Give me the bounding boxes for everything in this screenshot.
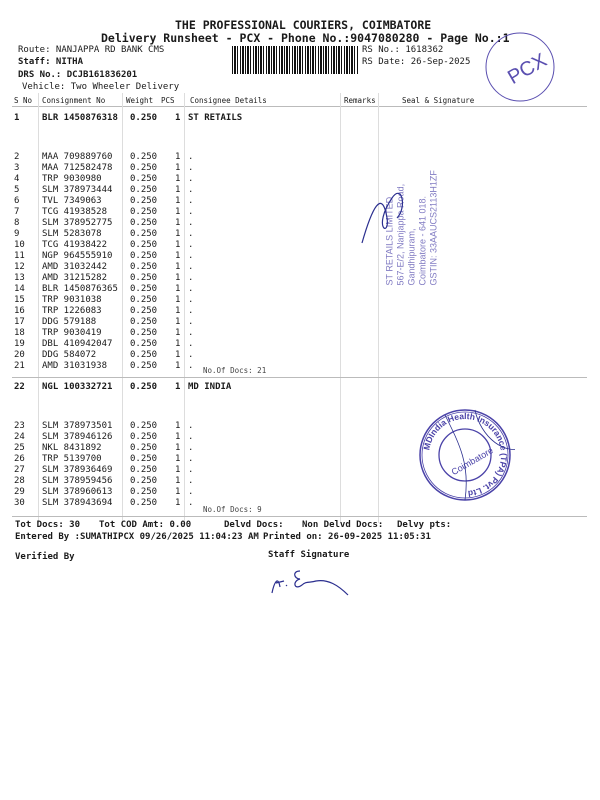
cell-consignment-no: TVL 7349063 — [42, 196, 102, 206]
cell-consignee: MD INDIA — [188, 382, 232, 392]
cell-consignee: . — [188, 339, 194, 349]
cell-consignment-no: TRP 5139700 — [42, 454, 102, 464]
cell-weight: 0.250 — [130, 487, 158, 497]
cell-consignee: . — [188, 262, 194, 272]
cell-weight: 0.250 — [130, 284, 158, 294]
cell-consignee: . — [188, 350, 194, 360]
cell-pcs: 1 — [175, 251, 181, 261]
cell-consignee: ST RETAILS — [188, 113, 243, 123]
cell-sno: 25 — [14, 443, 25, 453]
cell-pcs: 1 — [175, 174, 181, 184]
cell-pcs: 1 — [175, 240, 181, 250]
cell-sno: 27 — [14, 465, 25, 475]
tot-cod-amt: Tot COD Amt: 0.00 — [99, 520, 192, 530]
col-consignment: Consignment No — [42, 96, 106, 105]
cell-pcs: 1 — [175, 487, 181, 497]
cell-consignment-no: DDG 579188 — [42, 317, 97, 327]
cell-weight: 0.250 — [130, 174, 158, 184]
cell-consignment-no: SLM 378952775 — [42, 218, 113, 228]
cell-weight: 0.250 — [130, 262, 158, 272]
delvy-pts: Delvy pts: — [397, 520, 452, 530]
col-divider — [184, 93, 185, 523]
cell-consignee: . — [188, 174, 194, 184]
cell-consignment-no: NKL 8431892 — [42, 443, 102, 453]
delvd-docs: Delvd Docs: — [224, 520, 284, 530]
cell-sno: 1 — [14, 113, 20, 123]
cell-weight: 0.250 — [130, 163, 158, 173]
stamp-line: 567-E/2, Nanjappa Road, — [395, 183, 406, 286]
cell-consignee: . — [188, 196, 194, 206]
cell-pcs: 1 — [175, 295, 181, 305]
cell-consignee: . — [188, 273, 194, 283]
svg-text:MDIndia Health Insurance (TPA): MDIndia Health Insurance (TPA) Pvt. Ltd — [421, 410, 510, 499]
cell-sno: 7 — [14, 207, 20, 217]
cell-pcs: 1 — [175, 339, 181, 349]
cell-weight: 0.250 — [130, 361, 158, 371]
col-weight: Weight — [126, 96, 154, 105]
cell-consignment-no: MAA 712582478 — [42, 163, 113, 173]
drs-number: DRS No.: DCJB161836201 — [18, 70, 138, 80]
cell-consignment-no: SLM 378943694 — [42, 498, 113, 508]
printed-on: Printed on: 26-09-2025 11:05:31 — [263, 532, 431, 542]
col-divider — [38, 93, 39, 523]
cell-consignee: . — [188, 295, 194, 305]
company-name: THE PROFESSIONAL COURIERS, COIMBATORE — [175, 18, 432, 32]
cell-pcs: 1 — [175, 218, 181, 228]
cell-consignment-no: TRP 9030980 — [42, 174, 102, 184]
cell-consignment-no: SLM 378936469 — [42, 465, 113, 475]
cell-consignment-no: SLM 378959456 — [42, 476, 113, 486]
cell-sno: 17 — [14, 317, 25, 327]
cell-consignment-no: TCG 41938422 — [42, 240, 108, 250]
cell-weight: 0.250 — [130, 152, 158, 162]
st-retails-stamp — [352, 128, 472, 286]
cell-sno: 10 — [14, 240, 25, 250]
cell-sno: 9 — [14, 229, 20, 239]
cell-pcs: 1 — [175, 454, 181, 464]
cell-weight: 0.250 — [130, 207, 158, 217]
cell-weight: 0.250 — [130, 196, 158, 206]
col-sno: S No — [14, 96, 33, 105]
cell-sno: 15 — [14, 295, 25, 305]
cell-weight: 0.250 — [130, 421, 158, 431]
cell-weight: 0.250 — [130, 443, 158, 453]
cell-sno: 4 — [14, 174, 20, 184]
cell-sno: 3 — [14, 163, 20, 173]
cell-consignee: . — [188, 163, 194, 173]
cell-consignee: . — [188, 207, 194, 217]
cell-consignee: . — [188, 361, 194, 371]
cell-consignment-no: AMD 31215282 — [42, 273, 108, 283]
st-retails-signature — [352, 168, 412, 248]
cell-consignee: . — [188, 218, 194, 228]
cell-sno: 18 — [14, 328, 25, 338]
cell-consignment-no: MAA 709889760 — [42, 152, 113, 162]
cell-consignment-no: DDG 584072 — [42, 350, 97, 360]
cell-pcs: 1 — [175, 306, 181, 316]
barcode — [232, 46, 358, 74]
cell-consignee: . — [188, 454, 194, 464]
cell-sno: 16 — [14, 306, 25, 316]
cell-sno: 14 — [14, 284, 25, 294]
cell-sno: 2 — [14, 152, 20, 162]
cell-consignment-no: SLM 378973444 — [42, 185, 113, 195]
cell-sno: 11 — [14, 251, 25, 261]
cell-weight: 0.250 — [130, 240, 158, 250]
cell-consignee: . — [188, 284, 194, 294]
cell-weight: 0.250 — [130, 229, 158, 239]
cell-consignee: . — [188, 443, 194, 453]
svg-text:PCX: PCX — [504, 49, 551, 89]
svg-text:Coimbatore: Coimbatore — [449, 445, 495, 478]
cell-sno: 22 — [14, 382, 25, 392]
cell-sno: 24 — [14, 432, 25, 442]
cell-pcs: 1 — [175, 163, 181, 173]
cell-consignee: . — [188, 229, 194, 239]
cell-pcs: 1 — [175, 273, 181, 283]
cell-consignee: . — [188, 317, 194, 327]
cell-sno: 28 — [14, 476, 25, 486]
vehicle: Vehicle: Two Wheeler Delivery — [22, 82, 180, 92]
cell-pcs: 1 — [175, 432, 181, 442]
cell-consignment-no: AMD 31031938 — [42, 361, 108, 371]
verified-by: Verified By — [15, 552, 75, 562]
cell-pcs: 1 — [175, 284, 181, 294]
cell-consignee: . — [188, 251, 194, 261]
cell-sno: 6 — [14, 196, 20, 206]
cell-weight: 0.250 — [130, 295, 158, 305]
cell-sno: 30 — [14, 498, 25, 508]
cell-weight: 0.250 — [130, 251, 158, 261]
cell-consignment-no: TRP 1226083 — [42, 306, 102, 316]
cell-consignee: . — [188, 328, 194, 338]
cell-weight: 0.250 — [130, 432, 158, 442]
cell-sno: 8 — [14, 218, 20, 228]
cell-consignment-no: NGP 964555910 — [42, 251, 113, 261]
stamp-line: Gandhipuram, — [406, 228, 417, 286]
cell-weight: 0.250 — [130, 465, 158, 475]
pcx-stamp — [478, 30, 558, 102]
route: Route: NANJAPPA RD BANK CMS — [18, 45, 165, 55]
cell-weight: 0.250 — [130, 476, 158, 486]
cell-weight: 0.250 — [130, 185, 158, 195]
cell-consignment-no: BLR 1450876365 — [42, 284, 118, 294]
cell-consignment-no: TRP 9031038 — [42, 295, 102, 305]
cell-sno: 12 — [14, 262, 25, 272]
cell-weight: 0.250 — [130, 218, 158, 228]
entered-by: Entered By :SUMATHIPCX 09/26/2025 11:04:23 AM — [15, 532, 259, 542]
rs-date: RS Date: 26-Sep-2025 — [362, 57, 471, 67]
cell-pcs: 1 — [175, 476, 181, 486]
cell-pcs: 1 — [175, 382, 181, 392]
cell-consignment-no: SLM 378960613 — [42, 487, 113, 497]
cell-pcs: 1 — [175, 328, 181, 338]
cell-weight: 0.250 — [130, 382, 158, 392]
cell-pcs: 1 — [175, 361, 181, 371]
cell-consignee: . — [188, 185, 194, 195]
cell-consignment-no: AMD 31032442 — [42, 262, 108, 272]
rs-number: RS No.: 1618362 — [362, 45, 444, 55]
cell-sno: 19 — [14, 339, 25, 349]
cell-weight: 0.250 — [130, 273, 158, 283]
stamp-line: GSTIN: 33AAUCS2113H1ZF — [428, 170, 439, 286]
col-divider — [122, 93, 123, 523]
docs-count: No.Of Docs: 9 — [203, 505, 262, 514]
mdindia-stamp — [415, 405, 515, 505]
cell-consignee: . — [188, 487, 194, 497]
cell-pcs: 1 — [175, 350, 181, 360]
cell-consignee: . — [188, 152, 194, 162]
cell-consignee: . — [188, 240, 194, 250]
cell-consignment-no: NGL 100332721 — [42, 382, 113, 392]
group-divider — [12, 516, 587, 517]
cell-sno: 23 — [14, 421, 25, 431]
col-seal: Seal & Signature — [402, 96, 475, 105]
cell-pcs: 1 — [175, 498, 181, 508]
cell-consignee: . — [188, 432, 194, 442]
cell-pcs: 1 — [175, 443, 181, 453]
runsheet-title: Delivery Runsheet - PCX - Phone No.:9047080280 - Page No.:1 — [101, 31, 510, 45]
cell-sno: 21 — [14, 361, 25, 371]
cell-sno: 5 — [14, 185, 20, 195]
cell-consignment-no: DBL 410942047 — [42, 339, 113, 349]
cell-pcs: 1 — [175, 229, 181, 239]
cell-sno: 29 — [14, 487, 25, 497]
staff-signature — [268, 565, 358, 600]
cell-weight: 0.250 — [130, 350, 158, 360]
cell-pcs: 1 — [175, 317, 181, 327]
cell-pcs: 1 — [175, 113, 181, 123]
cell-consignment-no: TCG 41938528 — [42, 207, 108, 217]
header-divider — [12, 106, 587, 107]
stamp-line: ST RETAILS LIMITED — [384, 196, 395, 286]
cell-weight: 0.250 — [130, 339, 158, 349]
cell-consignment-no: SLM 5283078 — [42, 229, 102, 239]
tot-docs: Tot Docs: 30 — [15, 520, 81, 530]
cell-weight: 0.250 — [130, 328, 158, 338]
cell-pcs: 1 — [175, 207, 181, 217]
col-pcs: PCS — [161, 96, 175, 105]
cell-pcs: 1 — [175, 421, 181, 431]
cell-pcs: 1 — [175, 196, 181, 206]
cell-weight: 0.250 — [130, 113, 158, 123]
cell-consignee: . — [188, 421, 194, 431]
cell-weight: 0.250 — [130, 306, 158, 316]
cell-consignee: . — [188, 476, 194, 486]
non-delvd-docs: Non Delvd Docs: — [302, 520, 384, 530]
cell-consignee: . — [188, 306, 194, 316]
cell-consignment-no: SLM 378946126 — [42, 432, 113, 442]
cell-weight: 0.250 — [130, 454, 158, 464]
staff-signature-label: Staff Signature — [268, 550, 350, 560]
col-remarks: Remarks — [344, 96, 376, 105]
cell-consignee: . — [188, 498, 194, 508]
cell-consignment-no: SLM 378973501 — [42, 421, 113, 431]
group-divider — [12, 377, 587, 378]
docs-count: No.Of Docs: 21 — [203, 366, 267, 375]
cell-sno: 20 — [14, 350, 25, 360]
cell-pcs: 1 — [175, 465, 181, 475]
cell-pcs: 1 — [175, 262, 181, 272]
col-divider — [340, 93, 341, 523]
cell-pcs: 1 — [175, 185, 181, 195]
cell-consignment-no: TRP 9030419 — [42, 328, 102, 338]
cell-sno: 13 — [14, 273, 25, 283]
cell-pcs: 1 — [175, 152, 181, 162]
cell-weight: 0.250 — [130, 498, 158, 508]
cell-consignee: . — [188, 465, 194, 475]
cell-weight: 0.250 — [130, 317, 158, 327]
stamp-line: Coimbatore - 641 018. — [417, 195, 428, 286]
cell-sno: 26 — [14, 454, 25, 464]
col-consignee: Consignee Details — [190, 96, 267, 105]
staff: Staff: NITHA — [18, 57, 84, 67]
cell-consignment-no: BLR 1450876318 — [42, 113, 118, 123]
